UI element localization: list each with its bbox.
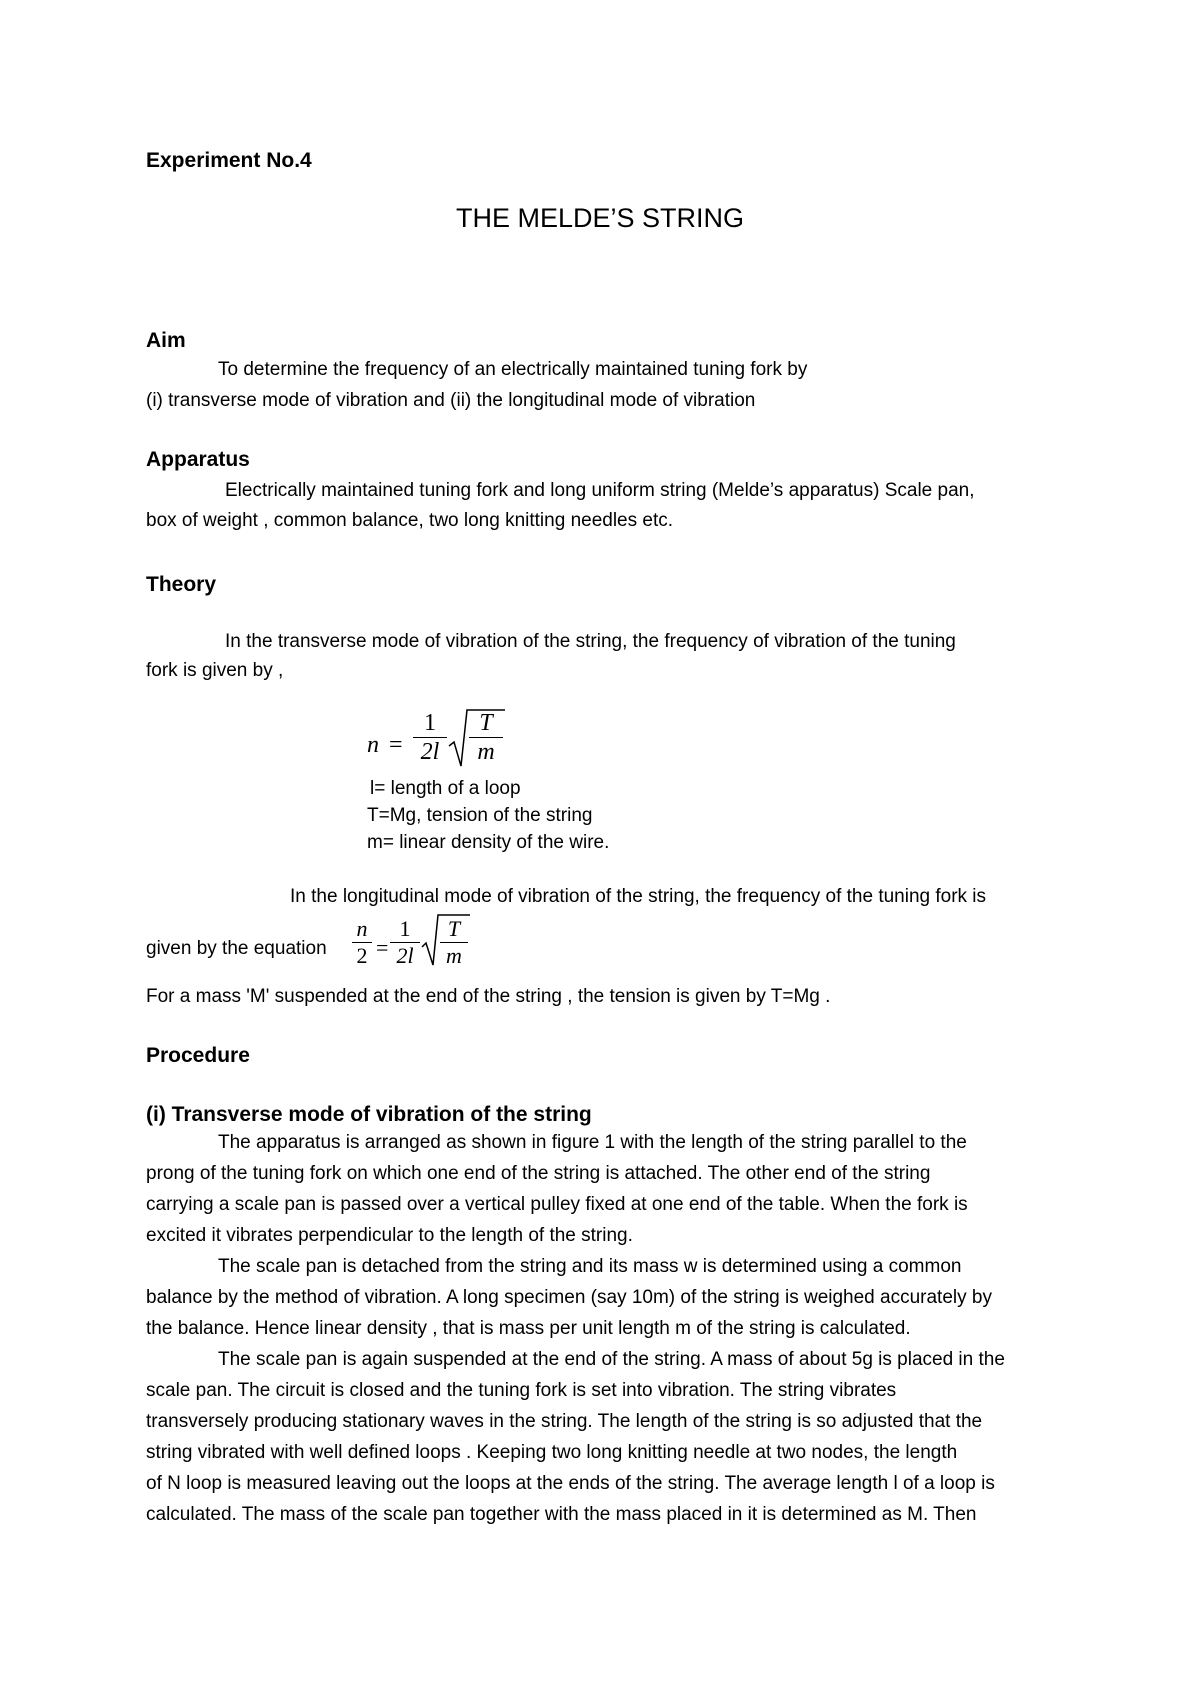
experiment-number: Experiment No.4	[146, 149, 312, 172]
apparatus-heading: Apparatus	[146, 448, 250, 471]
procedure-line: excited it vibrates perpendicular to the length of the string.	[146, 1225, 633, 1246]
eq2-radicand-denominator: m	[446, 943, 462, 968]
procedure-line: string vibrated with well defined loops . Keeping two long knitting needle at two nodes, the length	[146, 1442, 958, 1463]
eq1-fraction-bar	[413, 737, 447, 738]
eq1-fraction	[413, 711, 447, 764]
eq1-radicand-bar	[469, 737, 503, 738]
procedure-line: The scale pan is again suspended at the end of the string. A mass of about 5g is placed in the	[218, 1349, 1005, 1370]
eq2-equals: =	[376, 935, 389, 960]
eq2-lhs-denominator: 2	[356, 943, 368, 968]
theory-text-line-2: fork is given by ,	[146, 660, 284, 681]
eq1-denominator: 2l	[420, 739, 440, 765]
procedure-line: of N loop is measured leaving out the loops at the ends of the string. The average length l of a loop is	[146, 1473, 995, 1494]
procedure-heading: Procedure	[146, 1044, 250, 1067]
aim-text-line-2: (i) transverse mode of vibration and (ii) the longitudinal mode of vibration	[146, 390, 756, 411]
eq2-radicand-numerator: T	[447, 916, 461, 941]
procedure-line: calculated. The mass of the scale pan together with the mass placed in it is determined as M. Then	[146, 1504, 977, 1525]
procedure-line: the balance. Hence linear density , that is mass per unit length m of the string is calculated.	[146, 1318, 911, 1339]
procedure-subheading: (i) Transverse mode of vibration of the string	[146, 1103, 592, 1126]
procedure-line: transversely producing stationary waves in the string. The length of the string is so adjusted that the	[146, 1411, 983, 1432]
eq1-numerator: 1	[424, 710, 436, 736]
aim-text-line-1: To determine the frequency of an electrically maintained tuning fork by	[218, 359, 808, 380]
eq1-equals: =	[389, 732, 403, 758]
eq1-lhs: n	[367, 732, 379, 758]
definition-l: l= length of a loop	[370, 778, 521, 799]
eq2-denominator: 2l	[396, 943, 414, 968]
eq1-radicand-numerator: T	[479, 710, 493, 736]
procedure-line: scale pan. The circuit is closed and the tuning fork is set into vibration. The string vibrates	[146, 1380, 897, 1401]
apparatus-text-line-1: Electrically maintained tuning fork and long uniform string (Melde’s apparatus) Scale pan,	[225, 480, 975, 501]
eq1-radicand-denominator: m	[477, 739, 495, 765]
eq2-lhs-fraction	[352, 918, 372, 967]
procedure-line: The apparatus is arranged as shown in figure 1 with the length of the string parallel to the	[218, 1132, 967, 1153]
apparatus-text-line-2: box of weight , common balance, two long knitting needles etc.	[146, 510, 674, 531]
document-title: THE MELDE’S STRING	[455, 203, 745, 233]
eq1-radicand	[469, 711, 503, 764]
theory-text-line-1: In the transverse mode of vibration of the string, the frequency of vibration of the tuning	[225, 631, 956, 652]
eq2-radicand	[440, 918, 468, 967]
procedure-line: balance by the method of vibration. A long specimen (say 10m) of the string is weighed accurately by	[146, 1287, 992, 1308]
procedure-line: prong of the tuning fork on which one end of the string is attached. The other end of the string	[146, 1163, 931, 1184]
aim-heading: Aim	[146, 329, 186, 352]
procedure-line: The scale pan is detached from the string and its mass w is determined using a common	[218, 1256, 962, 1277]
definition-m: m= linear density of the wire.	[367, 832, 610, 853]
eq2-fraction	[390, 918, 420, 967]
theory-heading: Theory	[146, 573, 217, 596]
eq2-lhs-numerator: n	[356, 916, 368, 941]
definition-T: T=Mg, tension of the string	[367, 805, 593, 826]
theory-tension-line: For a mass 'M' suspended at the end of the string , the tension is given by T=Mg .	[146, 986, 831, 1007]
eq2-numerator: 1	[399, 916, 411, 941]
theory-longitudinal-prefix: given by the equation	[146, 938, 327, 959]
theory-longitudinal-line-1: In the longitudinal mode of vibration of the string, the frequency of the tuning fork is	[290, 886, 987, 907]
procedure-line: carrying a scale pan is passed over a vertical pulley fixed at one end of the table. When the fork is	[146, 1194, 968, 1215]
